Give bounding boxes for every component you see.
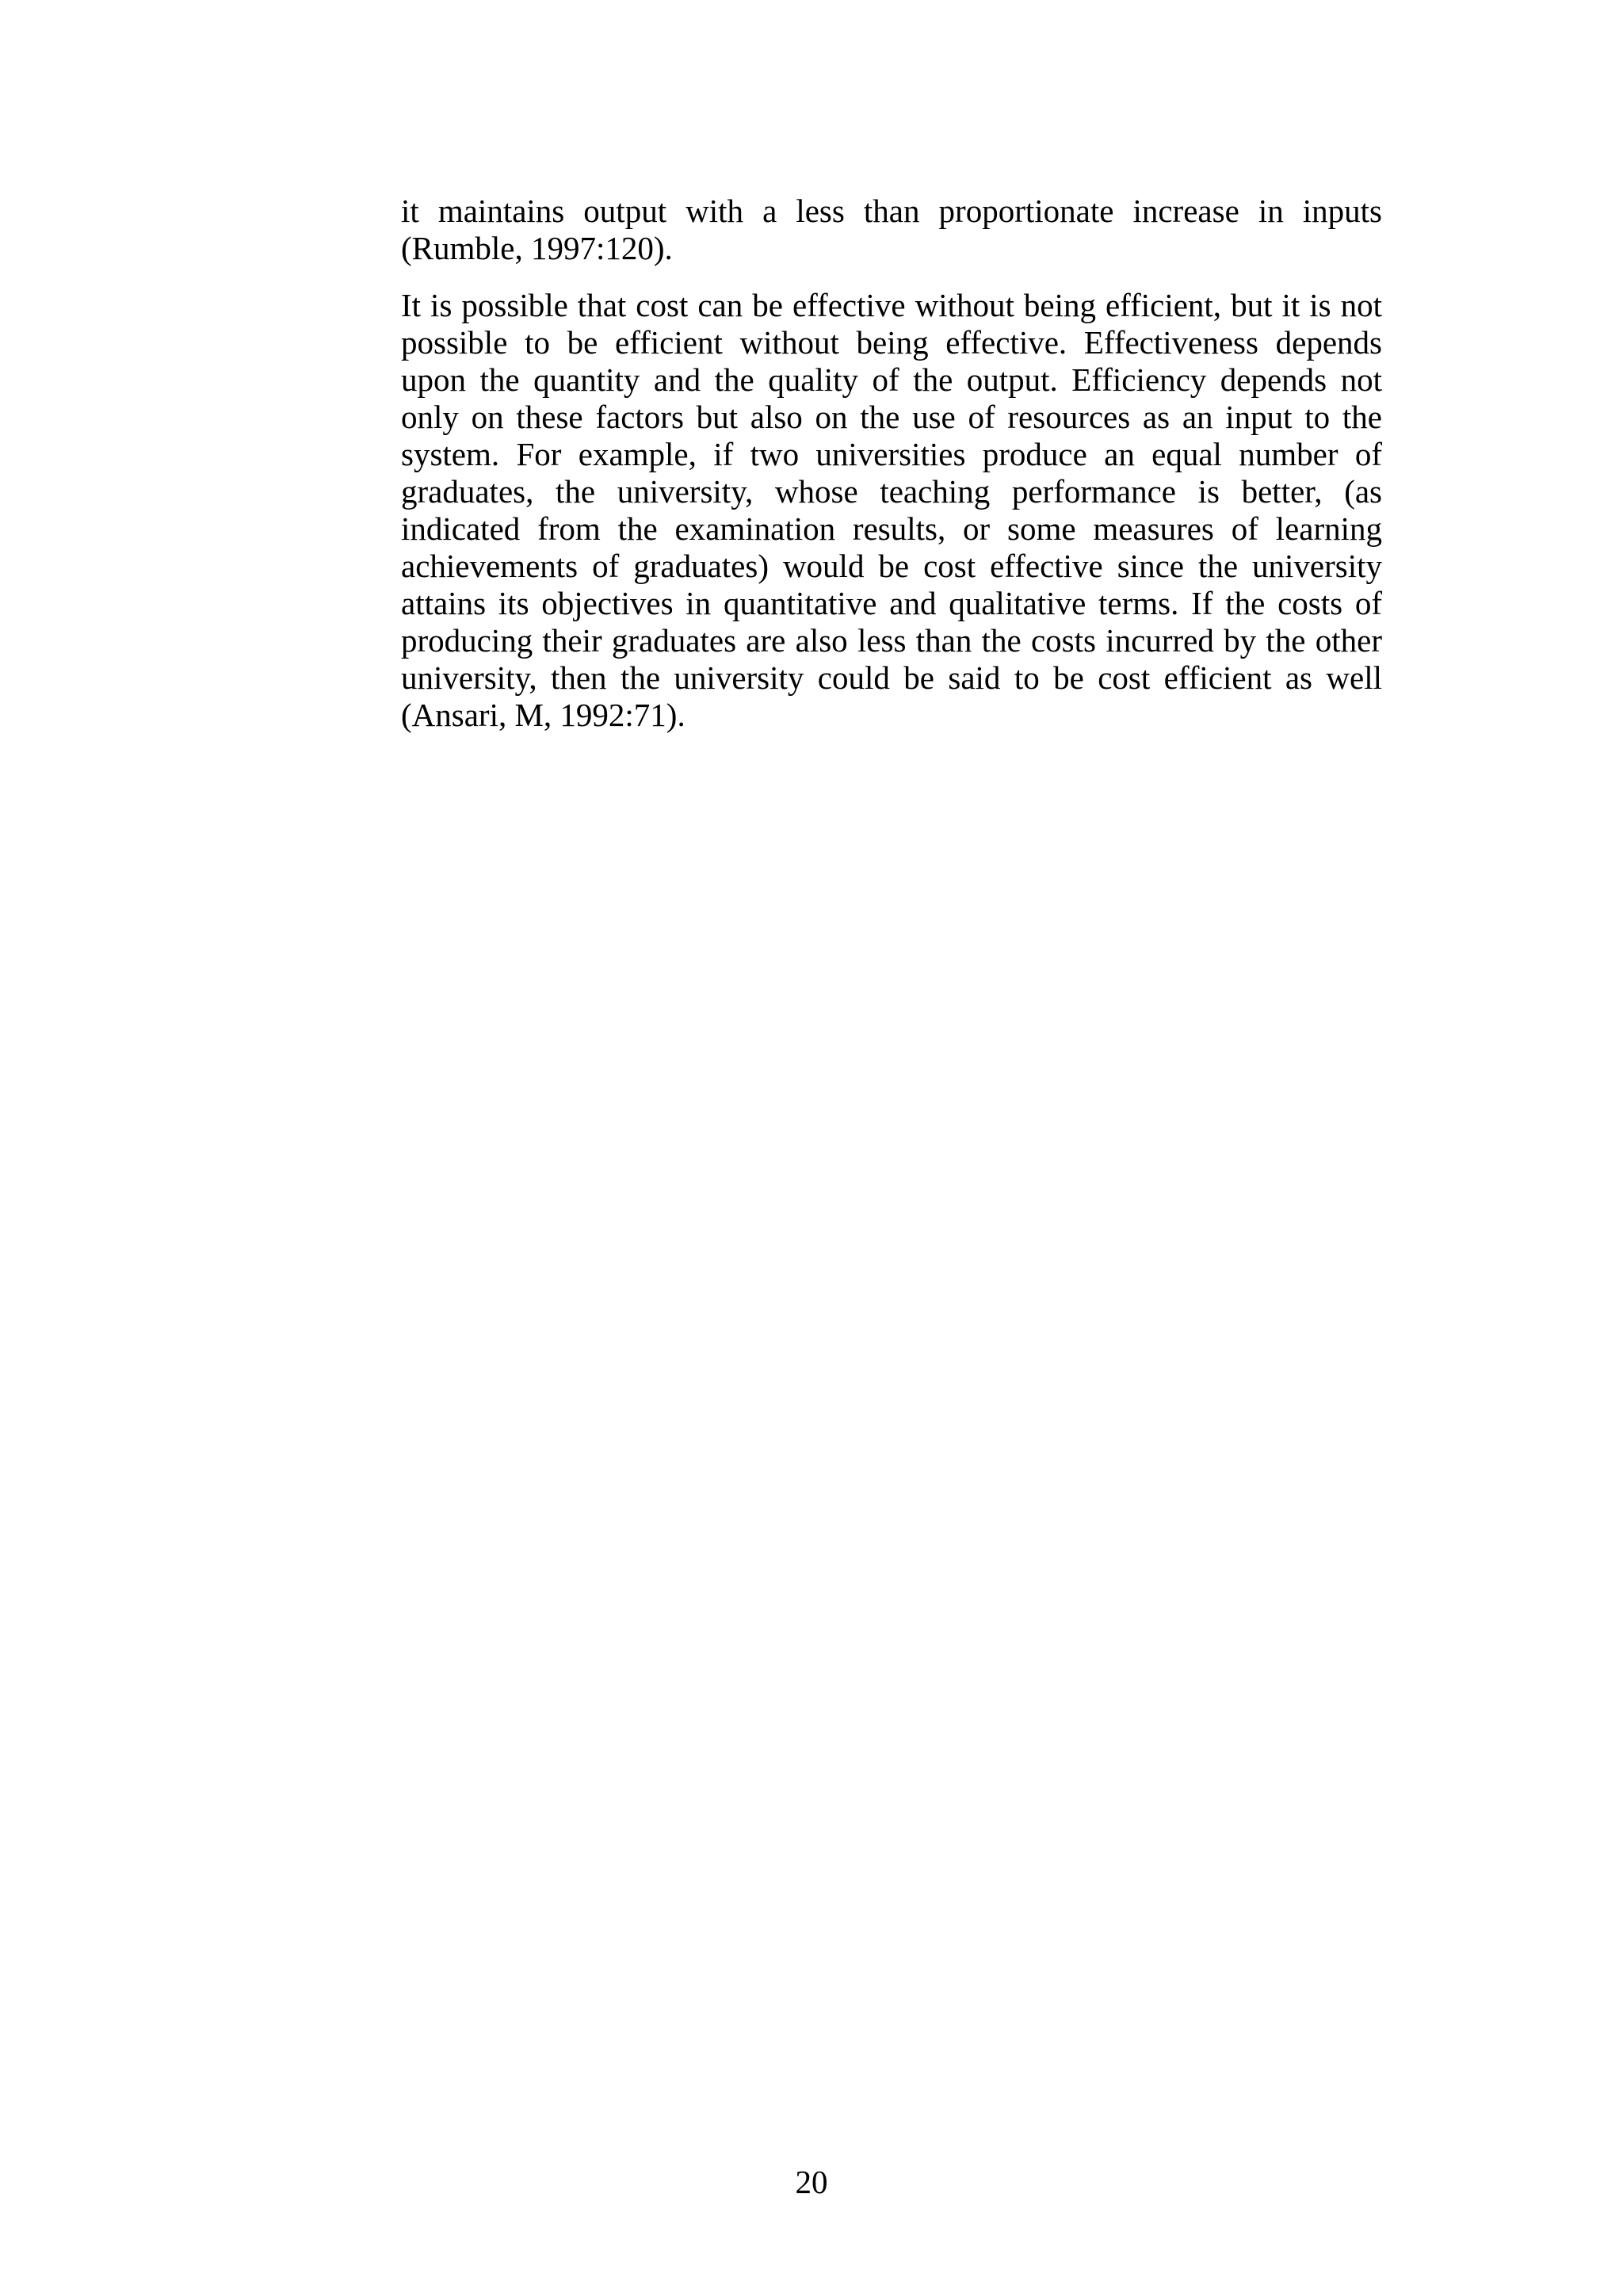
- paragraph-cost-effectiveness: It is possible that cost can be effective without being efficient, but it is not possible to be efficient without being effective. Effectiveness depends upon the quantity and the quality of the output. Efficiency depends not only on these factors but also on the use of resources as an input to the system. For example, if two universities produce an equal number of graduates, the university, whose teaching performance is better, (as indicated from the examination results, or some measures of learning achievements of graduates) would be cost effective since the university attains its objectives in quantitative and qualitative terms. If the costs of producing their graduates are also less than the costs incurred by the other university, then the university could be said to be cost efficient as well (Ansari, M, 1992:71).: [401, 287, 1382, 733]
- paragraph-continuation: it maintains output with a less than proportionate increase in inputs (Rumble, 1997:120).: [401, 193, 1382, 266]
- page-number: 20: [795, 2164, 828, 2200]
- body-text: [401, 193, 1382, 734]
